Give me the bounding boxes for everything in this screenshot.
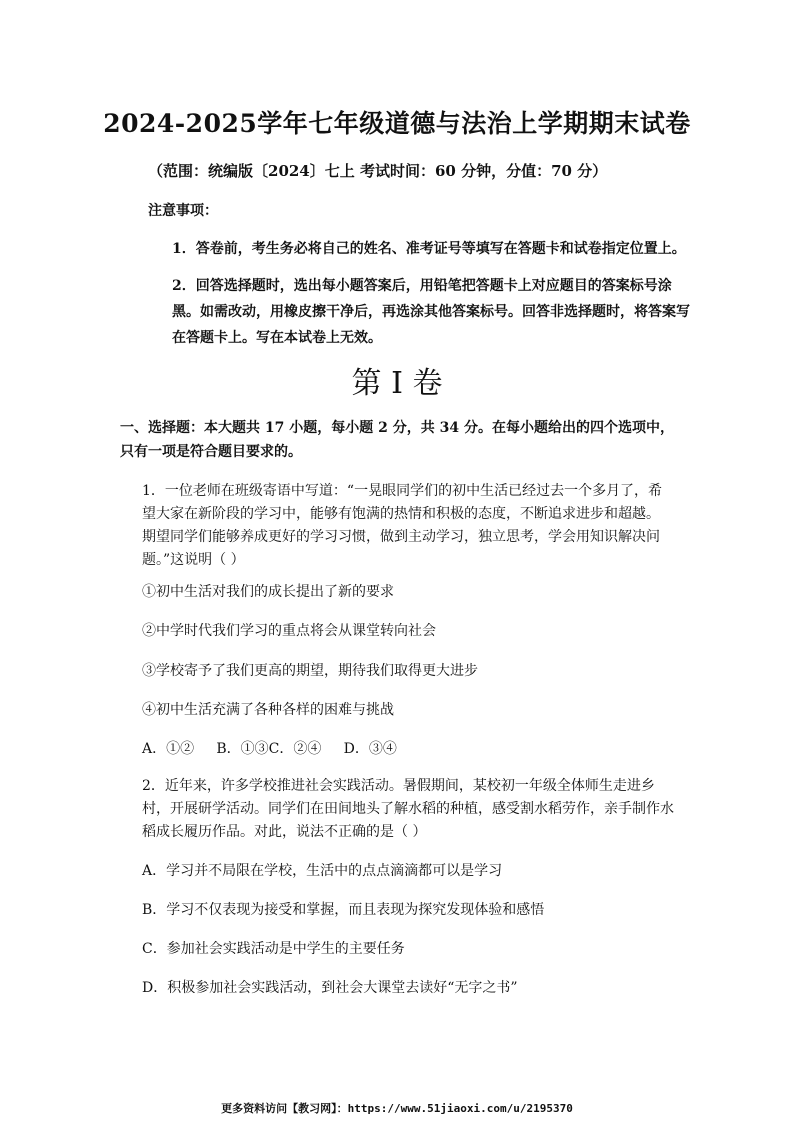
notice-item-1: 1．答卷前，考生务必将自己的姓名、准考证号等填写在答题卡和试卷指定位置上。 — [172, 241, 686, 257]
notices-heading: 注意事项： — [148, 203, 218, 219]
question-2-option: C．参加社会实践活动是中学生的主要任务 — [142, 941, 405, 957]
notice-item-2: 2．回答选择题时，选出每小题答案后，用铅笔把答题卡上对应题目的答案标号涂黑。如需改动，用橡皮擦干净后，再选涂其他答案标号。回答非选择题时，将答案写在答题卡上。写在本试卷上无效。 — [172, 278, 690, 346]
section-heading: 一、选择题：本大题共 17 小题，每小题 2 分，共 34 分。在每小题给出的四个选项中，只有一项是符合题目要求的。 — [120, 420, 674, 460]
footer-link[interactable]: 更多资料访问【教习网】：https://www.51jiaoxi.com/u/2195370 — [221, 1102, 573, 1115]
question-1-statement: ④初中生活充满了各种各样的困难与挑战 — [142, 702, 394, 718]
question-2-stem: 2．近年来，许多学校推进社会实践活动。暑假期间，某校初一年级全体师生走进乡村，开展研学活动。同学们在田间地头了解水稻的种植，感受割水稻劳作，亲手制作水稻成长履历作品。对此，说法不正确的是（ ） — [142, 778, 674, 840]
question-1-statement: ②中学时代我们学习的重点将会从课堂转向社会 — [142, 623, 436, 639]
question-1-statement: ③学校寄予了我们更高的期望，期待我们取得更大进步 — [142, 663, 478, 679]
question-1-choices: A．①② B．①③C．②④ D．③④ — [142, 741, 397, 757]
question-2-option: B．学习不仅表现为接受和掌握，而且表现为探究发现体验和感悟 — [142, 902, 545, 918]
volume-title: 第 I 卷 — [351, 366, 443, 401]
question-2-option: A．学习并不局限在学校，生活中的点点滴滴都可以是学习 — [142, 863, 503, 879]
exam-range-info: （范围：统编版〔2024〕七上 考试时间：60 分钟，分值：70 分） — [148, 162, 608, 180]
question-1-stem: 1．一位老师在班级寄语中写道：“一晃眼同学们的初中生活已经过去一个多月了，希望大家在新阶段的学习中，能够有饱满的热情和积极的态度，不断追求进步和超越。期望同学们能够养成更好的学习习惯，做到主动学习，独立思考，学会用知识解决问题。”这说明（ ） — [142, 483, 663, 568]
page-title: 2024-2025学年七年级道德与法治上学期期末试卷 — [103, 109, 691, 138]
question-2-option: D．积极参加社会实践活动，到社会大课堂去读好“无字之书” — [142, 980, 518, 996]
question-1-statement: ①初中生活对我们的成长提出了新的要求 — [142, 584, 394, 600]
